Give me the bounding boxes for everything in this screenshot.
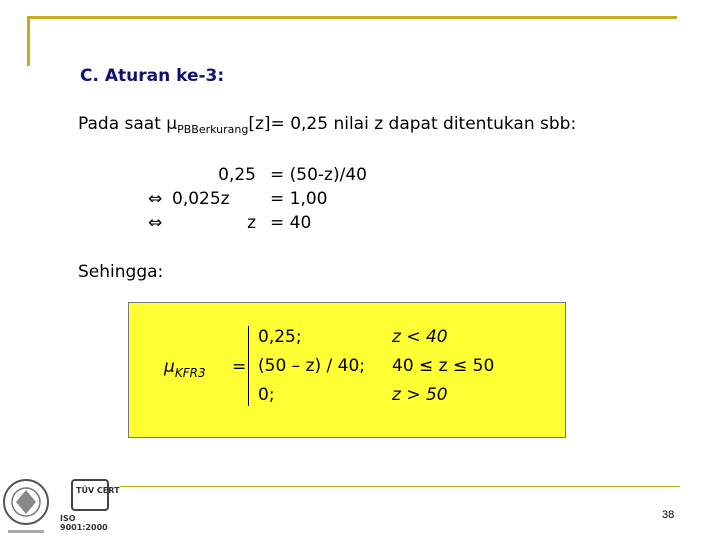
tuv-cert-logo [60, 478, 120, 532]
derivation-rhs: = (50-z)/40 [270, 165, 367, 185]
slide-frame-top-border [27, 16, 677, 19]
statement-suffix: [z]= 0,25 nilai z dapat ditentukan sbb: [248, 114, 577, 134]
implies-symbol: ⇔ [148, 189, 163, 209]
iso-certification-text: ISO 9001:2000 [60, 514, 108, 532]
case-condition: z < 40 [392, 327, 448, 347]
formula-equals: = [232, 357, 247, 377]
derivation-lhs: 0,025z [172, 189, 230, 209]
formula-mu-symbol: μ [164, 357, 175, 377]
derivation-rhs: = 40 [270, 213, 312, 233]
tuv-logo-text: TÜV CERT [76, 486, 120, 495]
case-value: (50 – z) / 40; [258, 356, 366, 376]
case-value: 0,25; [258, 327, 302, 347]
page-number: 38 [662, 509, 675, 521]
derivation-rhs: = 1,00 [270, 189, 328, 209]
university-logo [2, 470, 50, 540]
derivation-row [148, 165, 367, 185]
derivation-row [148, 189, 328, 209]
conclusion-label: Sehingga: [78, 262, 164, 282]
statement-subscript: PBBerkurang [177, 123, 249, 136]
case-value: 0; [258, 385, 275, 405]
formula-mu-subscript: KFR3 [174, 366, 206, 380]
derivation-lhs: 0,25 [218, 165, 256, 185]
formula-mu-label [164, 357, 206, 380]
implies-symbol: ⇔ [148, 213, 163, 233]
section-heading: C. Aturan ke-3: [80, 66, 225, 86]
condition-statement [78, 114, 576, 134]
case-condition: 40 ≤ z ≤ 50 [392, 356, 495, 376]
derivation-lhs: z [247, 213, 256, 233]
slide-frame-left-border [27, 16, 30, 66]
case-condition: z > 50 [392, 385, 448, 405]
piecewise-brace [248, 326, 255, 406]
footer-divider [120, 486, 680, 487]
derivation-row [148, 213, 311, 233]
statement-prefix: Pada saat μ [78, 114, 178, 134]
